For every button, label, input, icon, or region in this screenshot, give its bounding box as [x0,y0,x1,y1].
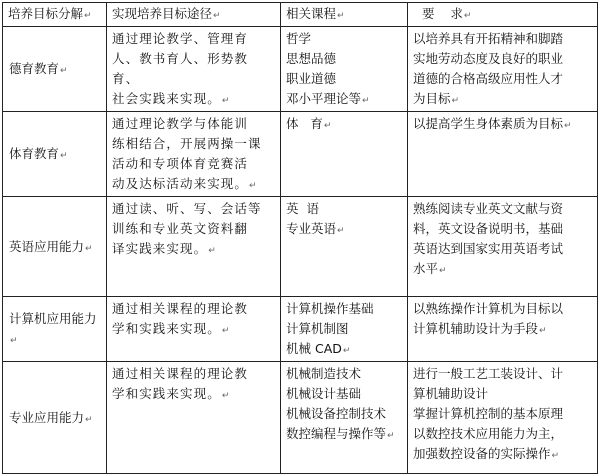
header-approach: 实现培养目标途径↵ [107,3,281,27]
courses-line: 邓小平理论等↵ [286,91,370,106]
table-row [3,297,598,362]
requirement-cell [408,27,598,112]
requirement-cell [408,197,598,297]
approach-line: 训练和专业英文资料翻 [112,221,249,236]
courses-line: 专业英语↵ [286,221,345,236]
approach-line: 社会实践来实现。↵ [112,91,231,106]
training-goals-table [2,2,598,474]
requirement-line: 为目标↵ [413,91,460,106]
courses-line: 职业道德 [286,71,337,86]
approach-line: 动及达标活动来实现。↵ [112,176,258,191]
courses-line: 思想品德 [286,51,337,66]
requirement-line: 算机辅助设计 [413,386,489,401]
requirement-cell [408,297,598,362]
approach-line: 人、教书育人、形势教育、 [112,51,249,86]
approach-line: 学和实践来实现。↵ [112,321,231,336]
approach-line: 学和实践来实现。↵ [112,386,231,401]
approach-line: 活动和专项体育竞赛活 [112,156,249,171]
courses-cell [281,197,408,297]
requirement-cell [408,362,598,474]
table-row [3,112,598,197]
approach-line: 通过理论教学与体能训 [112,116,249,131]
goal-text: 专业应用能力 [9,409,85,425]
goal-cell: 计算机应用能力↵ [3,297,107,362]
approach-cell [107,362,281,474]
header-goal: 培养目标分解↵ [3,3,107,27]
header-row [3,3,598,27]
table-row [3,27,598,112]
courses-line: 体 育↵ [286,116,332,131]
requirement-line: 料，英文设备说明书，基础 [413,221,564,236]
approach-cell [107,112,281,197]
approach-line: 练相结合，开展两操一课 [112,136,262,151]
courses-cell [281,362,408,474]
requirement-line: 英语达到国家实用英语考试 [413,241,564,256]
courses-line: 机械制造技术 [286,366,362,381]
requirement-line: 加强数控设备的实际操作↵ [413,446,560,461]
courses-line: 英 语 [286,201,319,216]
requirement-line: 进行一般工艺工装设计、计 [413,366,564,381]
requirement-line: 计算机辅助设计为手段↵ [413,321,547,336]
approach-cell [107,197,281,297]
courses-line: 机械设备控制技术 [286,406,387,421]
goal-cell: 英语应用能力↵ [3,197,107,297]
goal-cell: 德育教育↵ [3,27,107,112]
courses-cell [281,297,408,362]
courses-line: 机械 CAD↵ [286,341,351,356]
approach-line: 通过理论教学、管理育 [112,31,249,46]
requirement-cell [408,112,598,197]
requirement-line: 以熟练操作计算机为目标以 [413,301,564,316]
approach-cell [107,297,281,362]
goal-text: 德育教育 [9,61,60,76]
requirement-line: 以培养具有开拓精神和脚踏 [413,31,564,46]
approach-cell [107,27,281,112]
requirement-line: 实地劳动态度及良好的职业 [413,51,564,66]
courses-line: 计算机操作基础 [286,301,374,316]
approach-line: 通过读、听、写、会话等 [112,201,262,216]
header-requirement: 要 求↵ [408,3,598,27]
goal-cell: 专业应用能力↵ [3,362,107,474]
goal-cell: 体育教育↵ [3,112,107,197]
approach-line: 译实践来实现。↵ [112,241,217,256]
approach-line: 通过相关课程的理论教 [112,301,249,316]
goal-text: 体育教育 [9,146,60,161]
requirement-line: 以数控技术应用能力为主， [413,426,564,441]
table-row [3,197,598,297]
courses-line: 哲学 [286,31,312,46]
goal-text: 英语应用能力 [9,238,85,254]
courses-line: 机械设计基础 [286,386,362,401]
courses-line: 数控编程与操作等↵ [286,426,395,441]
courses-line: 计算机制图 [286,321,349,336]
header-courses: 相关课程↵ [281,3,408,27]
courses-cell [281,27,408,112]
approach-line: 通过相关课程的理论教 [112,366,249,381]
requirement-line: 水平↵ [413,261,447,276]
requirement-line: 熟练阅读专业英文文献与资 [413,201,564,216]
requirement-line: 掌握计算机控制的基本原理 [413,406,564,421]
goal-text: 计算机应用能力 [9,311,97,326]
table-row [3,362,598,474]
requirement-line: 以提高学生身体素质为目标↵ [413,116,572,131]
courses-cell [281,112,408,197]
requirement-line: 道德的合格高级应用性人才 [413,71,564,86]
